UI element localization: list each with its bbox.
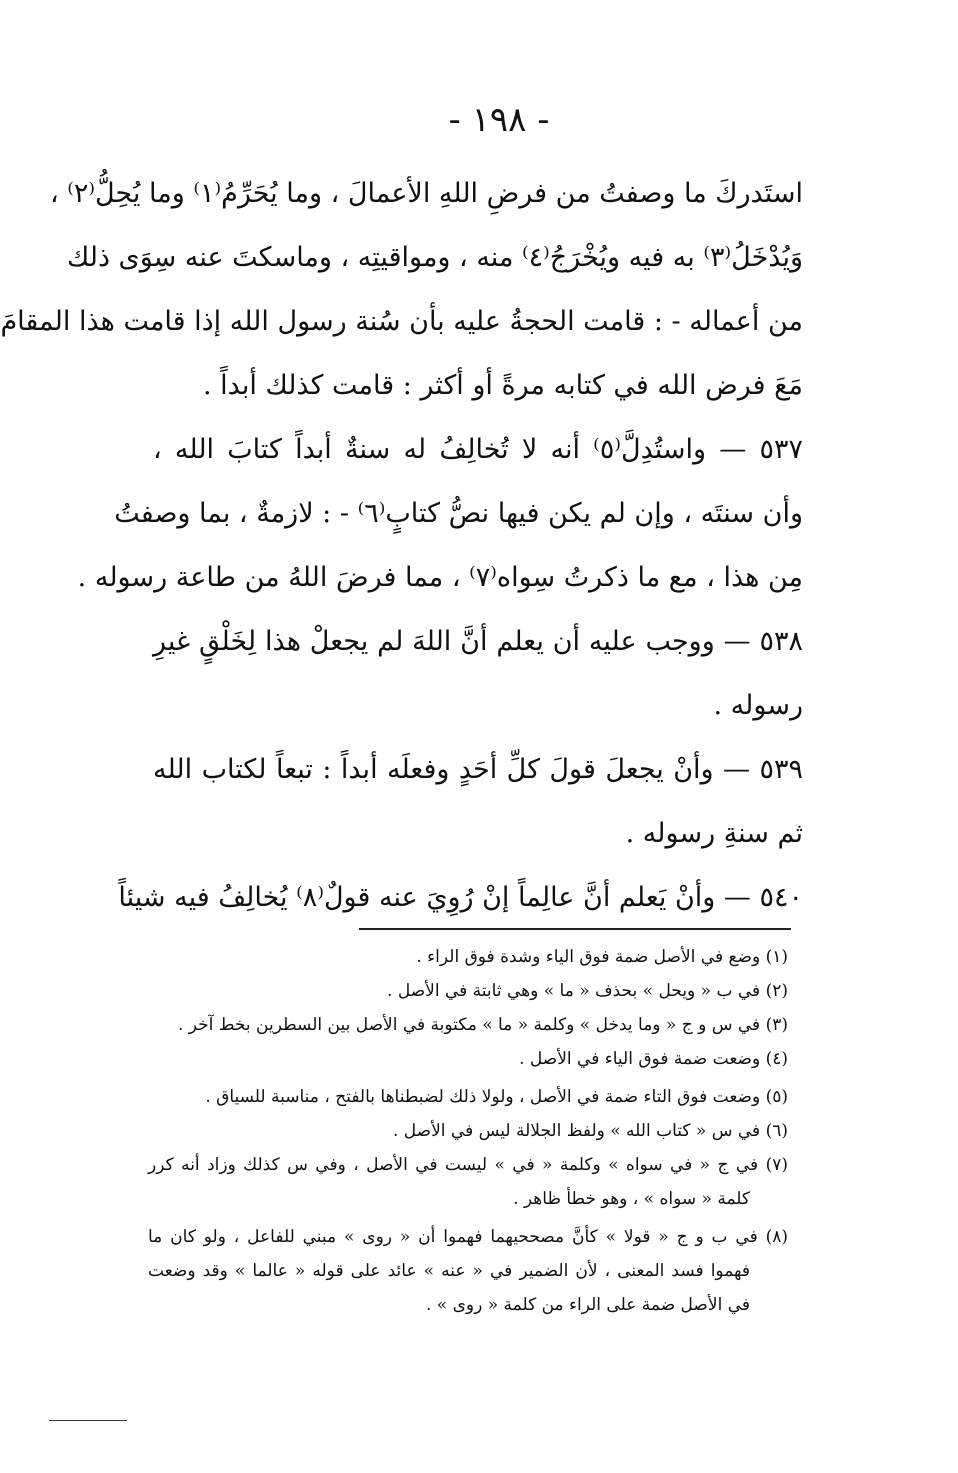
- footnote-7-continued: كلمة « سواه » ، وهو خطأ ظاهر .: [513, 1189, 750, 1209]
- footnote-2: (٢) في ب « ويحل » بحذف « ما » وهي ثابتة في الأصل .: [387, 981, 788, 1001]
- footnote-8-continued: في الأصل ضمة على الراء من كلمة « روى » .: [425, 1295, 750, 1315]
- page-number: - ١٩٨ -: [448, 100, 550, 140]
- footnote-divider: [359, 928, 791, 930]
- text-line: رسوله .: [713, 690, 803, 721]
- corner-rule: [49, 1420, 127, 1421]
- paragraph-537-line: ٥٣٧ — واستُدِلَّ⁽٥⁾ أنه لا تُخالِفُ له سنةٌ أبداً كتابَ الله ،: [153, 434, 803, 465]
- footnote-4: (٤) وضعت ضمة فوق الياء في الأصل .: [519, 1049, 788, 1069]
- footnote-5: (٥) وضعت فوق التاء ضمة في الأصل ، ولولا ذلك لضبطناها بالفتح ، مناسبة للسياق .: [205, 1087, 788, 1107]
- text-line: مَعَ فرض الله في كتابه مرةً أو أكثر : قامت كذلك أبداً .: [203, 370, 803, 401]
- text-line: ثم سنةِ رسوله .: [625, 818, 803, 849]
- footnote-6: (٦) في س « كتاب الله » ولفظ الجلالة ليس في الأصل .: [392, 1121, 788, 1141]
- text-line: مِن هذا ، مع ما ذكرتُ سِواه⁽٧⁾ ، مما فرضَ اللهُ من طاعة رسوله .: [77, 562, 803, 593]
- text-line: استَدركَ ما وصفتُ من فرضِ اللهِ الأعمالَ ، وما يُحَرِّمُ⁽١⁾ وما يُحِلُّ⁽٢⁾ ،: [49, 178, 803, 209]
- footnotes: [148, 940, 788, 1322]
- paragraph-538-line: ٥٣٨ — ووجب عليه أن يعلم أنَّ اللهَ لم يجعلْ هذا لِخَلْقٍ غيرِ: [153, 626, 803, 657]
- text-line: وَيُدْخَلُ⁽٣⁾ به فيه ويُخْرَجُ⁽٤⁾ منه ، ومواقيتِه ، وماسكتَ عنه سِوَى ذلك: [66, 242, 803, 273]
- paragraph-539-line: ٥٣٩ — وأنْ يجعلَ قولَ كلِّ أحَدٍ وفعلَه أبداً : تبعاً لكتاب الله: [153, 754, 803, 785]
- footnote-8-continued: فهموا فسد المعنى ، لأن الضمير في « عنه » عائد على قوله « عالما » وقد وضعت: [148, 1261, 750, 1281]
- main-text: [0, 162, 803, 930]
- footnote-3: (٣) في س و ج « وما يدخل » وكلمة « ما » مكتوبة في الأصل بين السطرين بخط آخر .: [177, 1015, 788, 1035]
- text-line: وأن سنتَه ، وإن لم يكن فيها نصُّ كتابٍ⁽٦⁾ - : لازمةٌ ، بما وصفتُ: [114, 498, 803, 529]
- paragraph-540-line: ٥٤٠ — وأنْ يَعلم أنَّ عالِماً إنْ رُوِيَ عنه قولٌ⁽٨⁾ يُخالِفُ فيه شيئاً: [118, 882, 803, 913]
- text-line: من أعماله - : قامت الحجةُ عليه بأن سُنة رسول الله إذا قامت هذا المقامَ: [0, 306, 803, 337]
- footnote-1: (١) وضع في الأصل ضمة فوق الياء وشدة فوق الراء .: [416, 947, 788, 967]
- footnote-7: (٧) في ج « في سواه » وكلمة « في » ليست في الأصل ، وفي س كذلك وزاد أنه كرر: [148, 1155, 788, 1175]
- footnote-8: (٨) في ب و ج « قولا » كأنَّ مصححيهما فهموا أن « روى » مبني للفاعل ، ولو كان ما: [148, 1227, 788, 1247]
